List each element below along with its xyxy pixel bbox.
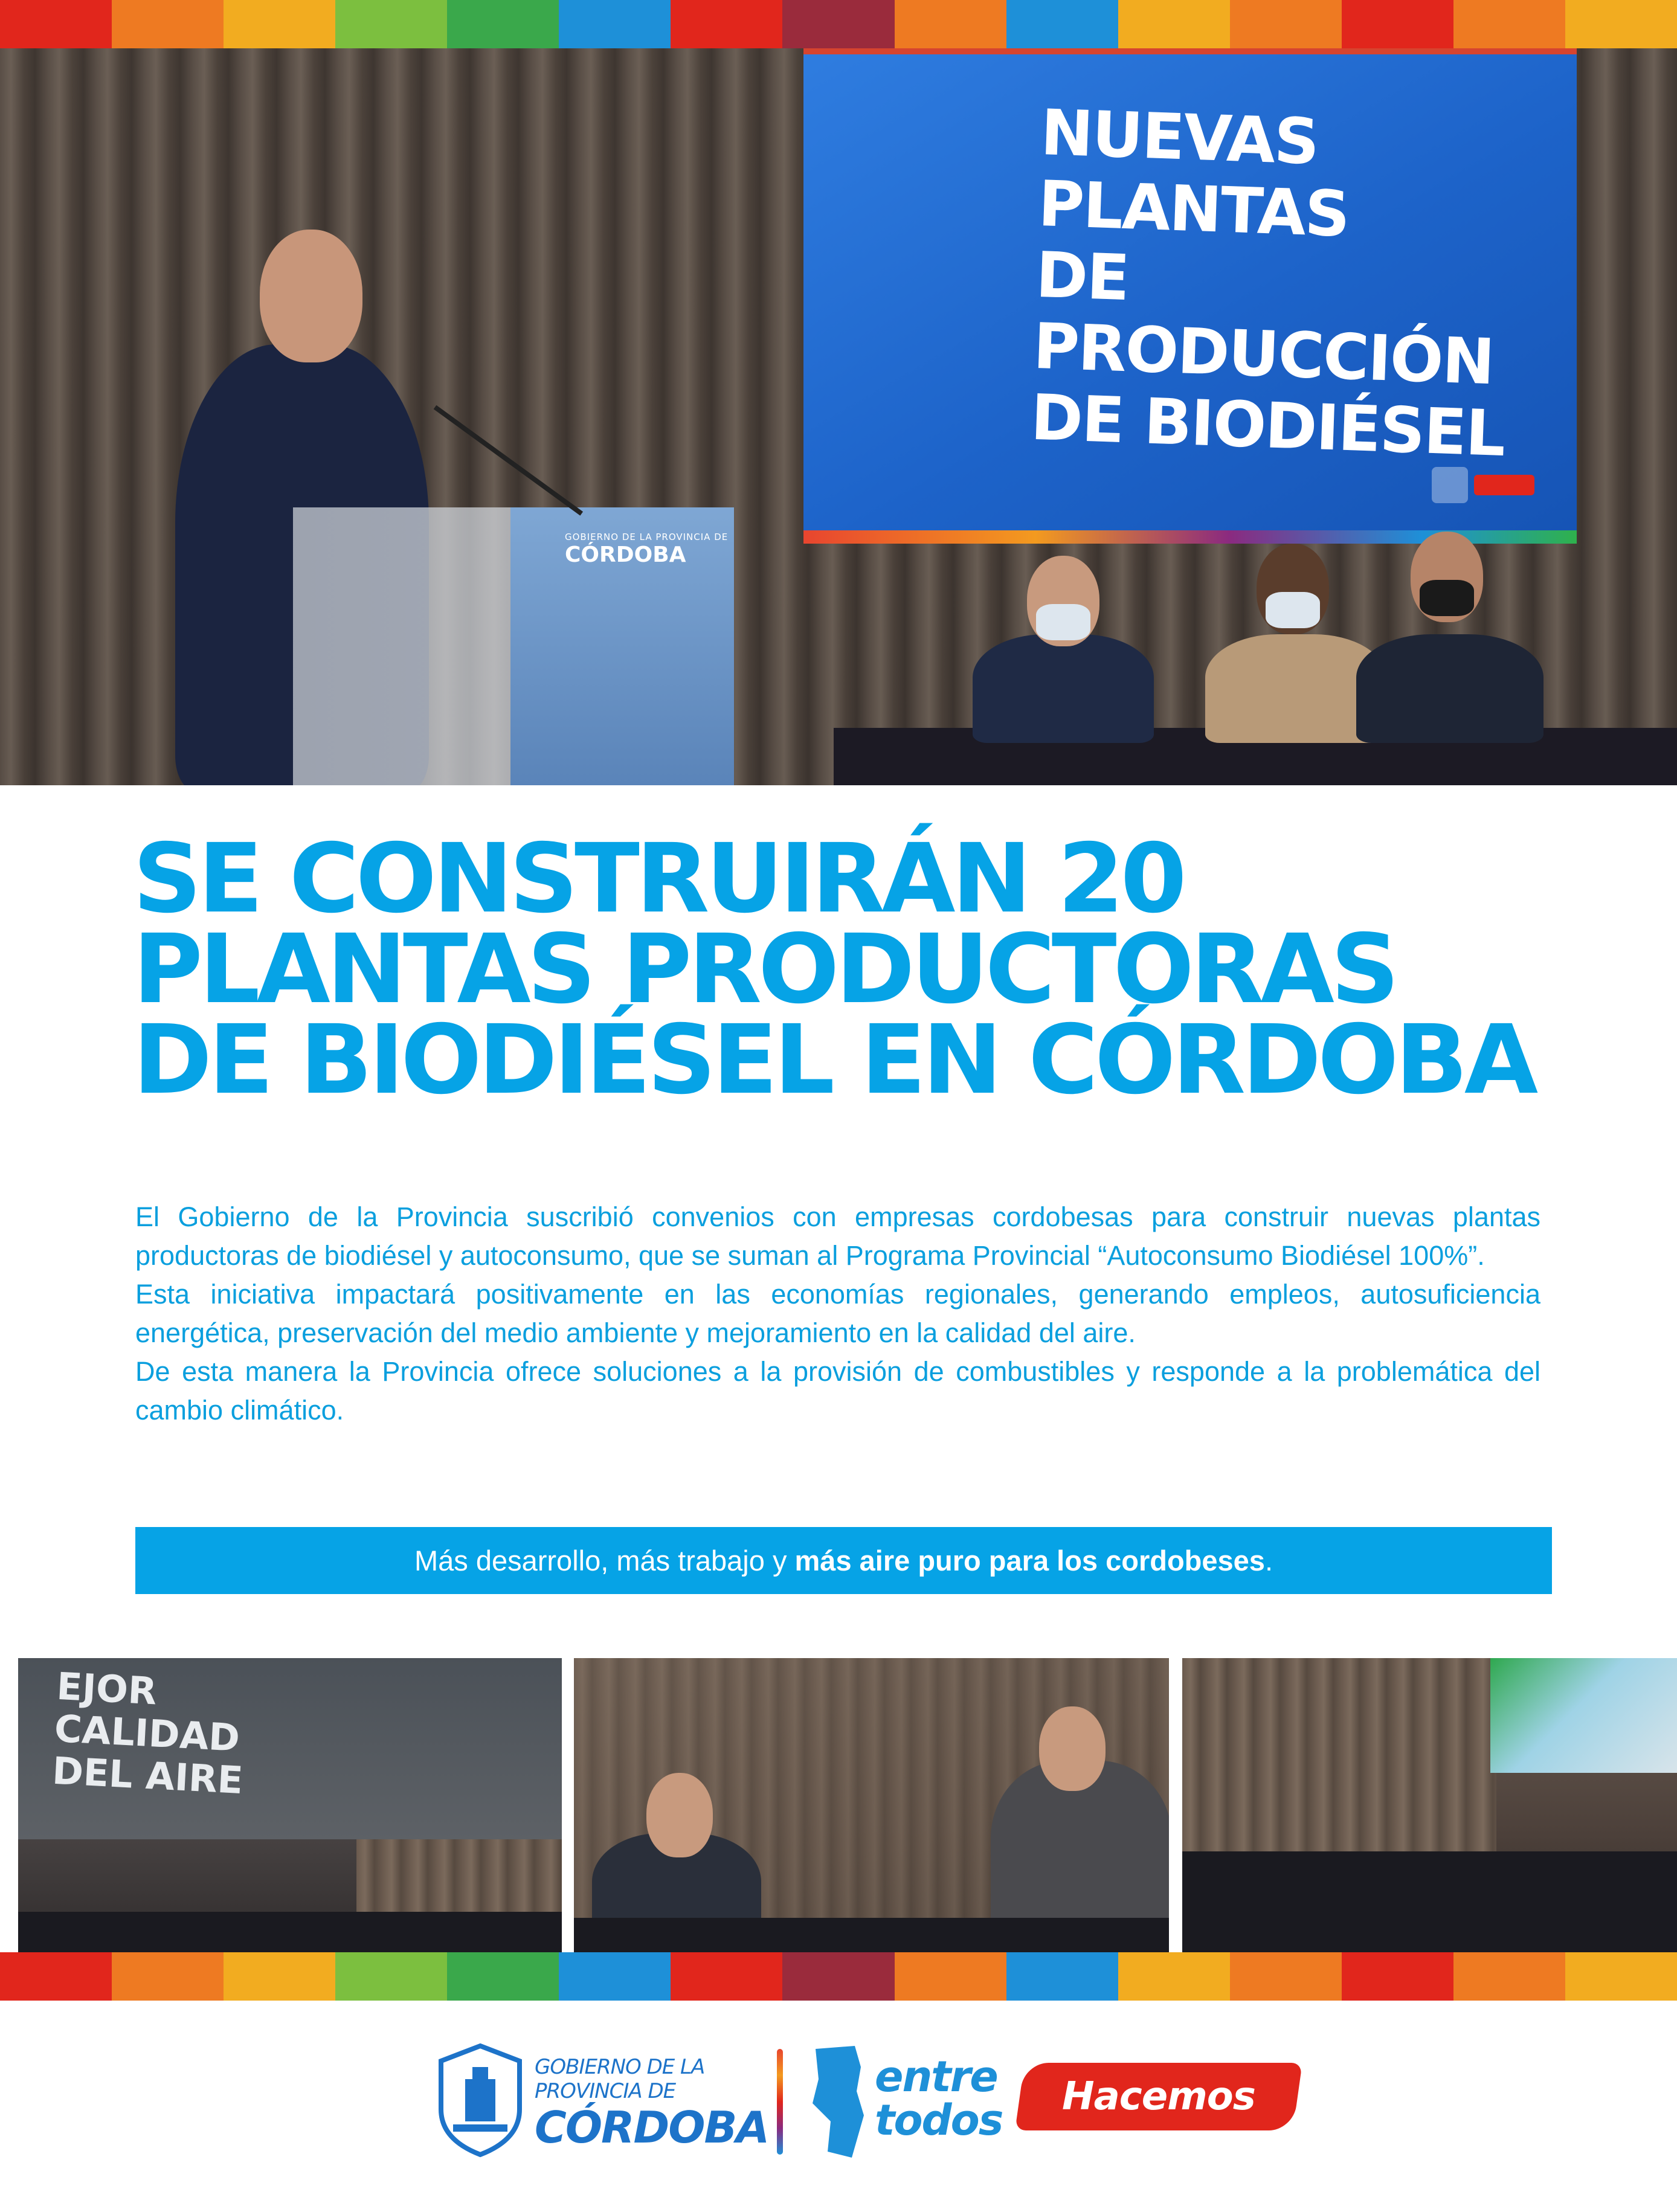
photo-thumbnail-1: [18, 1658, 562, 1954]
stripe-segment: [447, 0, 559, 48]
stripe-segment: [1565, 0, 1677, 48]
stripe-segment: [782, 1952, 894, 2001]
thumb1-screen-line: CALIDAD: [53, 1706, 241, 1760]
hacemos-logo: [1015, 2063, 1302, 2130]
panelist-3: [1350, 519, 1550, 743]
article-body: [135, 1198, 1540, 1430]
podium-panel: [510, 507, 734, 785]
hero-photo: [0, 48, 1677, 785]
cordoba-shield-icon: [435, 2043, 526, 2158]
footer-logos: [0, 2001, 1677, 2212]
headline-line: SE CONSTRUIRÁN 20: [133, 823, 1183, 934]
stripe-segment: [335, 1952, 447, 2001]
stripe-segment: [0, 0, 112, 48]
screen-title-line: DE BIODIÉSEL: [1029, 380, 1506, 471]
stripe-segment: [224, 1952, 335, 2001]
headline-line: DE BIODIÉSEL EN CÓRDOBA: [133, 1005, 1535, 1116]
stripe-segment: [1118, 1952, 1230, 2001]
stripe-segment: [0, 1952, 112, 2001]
thumb3-table: [1182, 1851, 1677, 1954]
body-paragraph: El Gobierno de la Provincia suscribió convenios con empresas cordobesas para construir nuevas plantas productoras de biodiésel y autoconsumo, que se suman al Programa Provincial “Autoconsumo Biodiésel 100%”.: [135, 1201, 1540, 1271]
stripe-segment: [112, 1952, 224, 2001]
thumb2-table: [574, 1918, 1169, 1954]
stripe-segment: [335, 0, 447, 48]
presentation-screen: [803, 48, 1577, 544]
podium: [293, 507, 734, 785]
slogan-banner: [135, 1527, 1552, 1594]
stripe-segment: [559, 1952, 671, 2001]
thumb1-screen-line: DEL AIRE: [51, 1748, 245, 1803]
stripe-segment: [671, 1952, 782, 2001]
thumb3-screen: [1490, 1658, 1677, 1773]
screen-title: [1029, 97, 1525, 470]
thumb1-table: [18, 1912, 562, 1954]
stripe-segment: [447, 1952, 559, 2001]
entre-todos-line: todos: [875, 2095, 1003, 2145]
stripe-segment: [1565, 1952, 1677, 2001]
bottom-color-stripe: [0, 1952, 1677, 2001]
screen-title-line: NUEVAS PLANTAS: [1037, 95, 1350, 251]
stripe-segment: [1230, 0, 1342, 48]
stripe-segment: [1342, 0, 1453, 48]
podium-logo-small: GOBIERNO DE LA PROVINCIA DE: [565, 532, 729, 542]
thumb1-screen: [18, 1658, 562, 1839]
gob-logo-name: CÓRDOBA: [535, 2102, 769, 2153]
stripe-segment: [112, 0, 224, 48]
stripe-segment: [671, 0, 782, 48]
hacemos-logo-text: Hacemos: [1062, 2074, 1255, 2119]
thumb1-screen-line: EJOR: [55, 1664, 158, 1714]
photo-thumbnail-2: [574, 1658, 1169, 1954]
gob-logo-line: GOBIERNO DE LA: [535, 2055, 705, 2079]
stripe-segment: [224, 0, 335, 48]
photo-thumbnail-3: [1182, 1658, 1677, 1954]
banner-text-regular: Más desarrollo, más trabajo y: [414, 1545, 795, 1577]
stripe-segment: [895, 1952, 1006, 2001]
body-paragraph: De esta manera la Provincia ofrece soluciones a la provisión de combustibles y responde a la problemática del cambio climático.: [135, 1356, 1540, 1426]
headline-line: PLANTAS PRODUCTORAS: [133, 914, 1396, 1025]
top-color-stripe: [0, 0, 1677, 48]
stripe-segment: [1342, 1952, 1453, 2001]
body-paragraph: Esta iniciativa impactará positivamente en las economías regionales, generando empleos, autosuficiencia energética, preservación del medio ambiente y mejoramiento en la calidad del aire.: [135, 1279, 1540, 1348]
stripe-segment: [559, 0, 671, 48]
stripe-segment: [1453, 0, 1565, 48]
banner-text-end: .: [1264, 1545, 1273, 1577]
entre-todos-logo: [875, 2052, 1003, 2145]
screen-logo: [1432, 464, 1540, 506]
screen-title-line: DE PRODUCCIÓN: [1032, 237, 1495, 399]
stripe-segment: [1230, 1952, 1342, 2001]
thumb1-screen-text: [51, 1665, 249, 1802]
banner-text-bold: más aire puro para los cordobeses: [794, 1545, 1265, 1577]
stripe-segment: [1006, 0, 1118, 48]
gob-logo-line: PROVINCIA DE: [535, 2079, 676, 2103]
cordoba-map-icon: [803, 2043, 870, 2164]
stripe-segment: [782, 0, 894, 48]
panelist-1: [961, 544, 1160, 743]
headline: [133, 823, 1583, 1116]
podium-logo-big: CÓRDOBA: [565, 542, 686, 567]
podium-logo: [565, 532, 728, 567]
stripe-segment: [1006, 1952, 1118, 2001]
logo-divider: [777, 2049, 783, 2155]
stripe-segment: [1453, 1952, 1565, 2001]
stripe-segment: [895, 0, 1006, 48]
stripe-segment: [1118, 0, 1230, 48]
entre-todos-line: entre: [875, 2052, 997, 2101]
thumb2-person-2: [991, 1682, 1169, 1954]
gobierno-cordoba-logo: [535, 2055, 768, 2152]
